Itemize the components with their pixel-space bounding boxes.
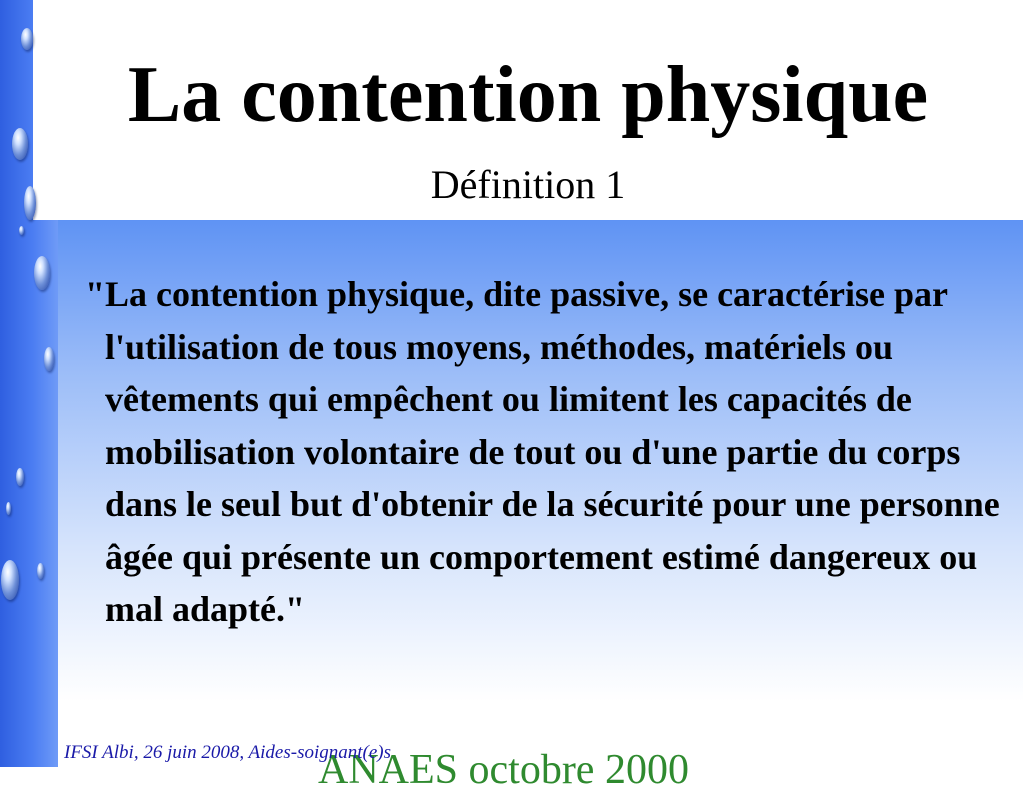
- source-citation: ANAES octobre 2000: [318, 747, 689, 793]
- slide-subtitle: Définition 1: [430, 162, 626, 207]
- footer-text: IFSI Albi, 26 juin 2008, Aides-soignant(e)s: [64, 742, 392, 763]
- water-drop-icon: [19, 226, 24, 235]
- water-drop-icon: [21, 28, 33, 50]
- water-drop-icon: [16, 468, 24, 486]
- water-drop-icon: [1, 560, 19, 600]
- water-drop-icon: [6, 502, 11, 515]
- water-drop-icon: [34, 256, 50, 290]
- water-drop-icon: [12, 128, 28, 160]
- water-drop-icon: [44, 347, 54, 371]
- definition-quote: "La contention physique, dite passive, se caractérise par l'utilisation de tous moyens, méthodes, matériels ou vêtements qui empêchent ou limitent les capacités de mobilisation volontaire de tout ou d'une partie du corps dans le seul but d'obtenir de la sécurité pour une personne âgée qui présente un comportement estimé dangereux ou mal adapté.": [85, 274, 1000, 629]
- water-drop-icon: [37, 563, 44, 579]
- slide-title: La contention physique: [127, 51, 929, 139]
